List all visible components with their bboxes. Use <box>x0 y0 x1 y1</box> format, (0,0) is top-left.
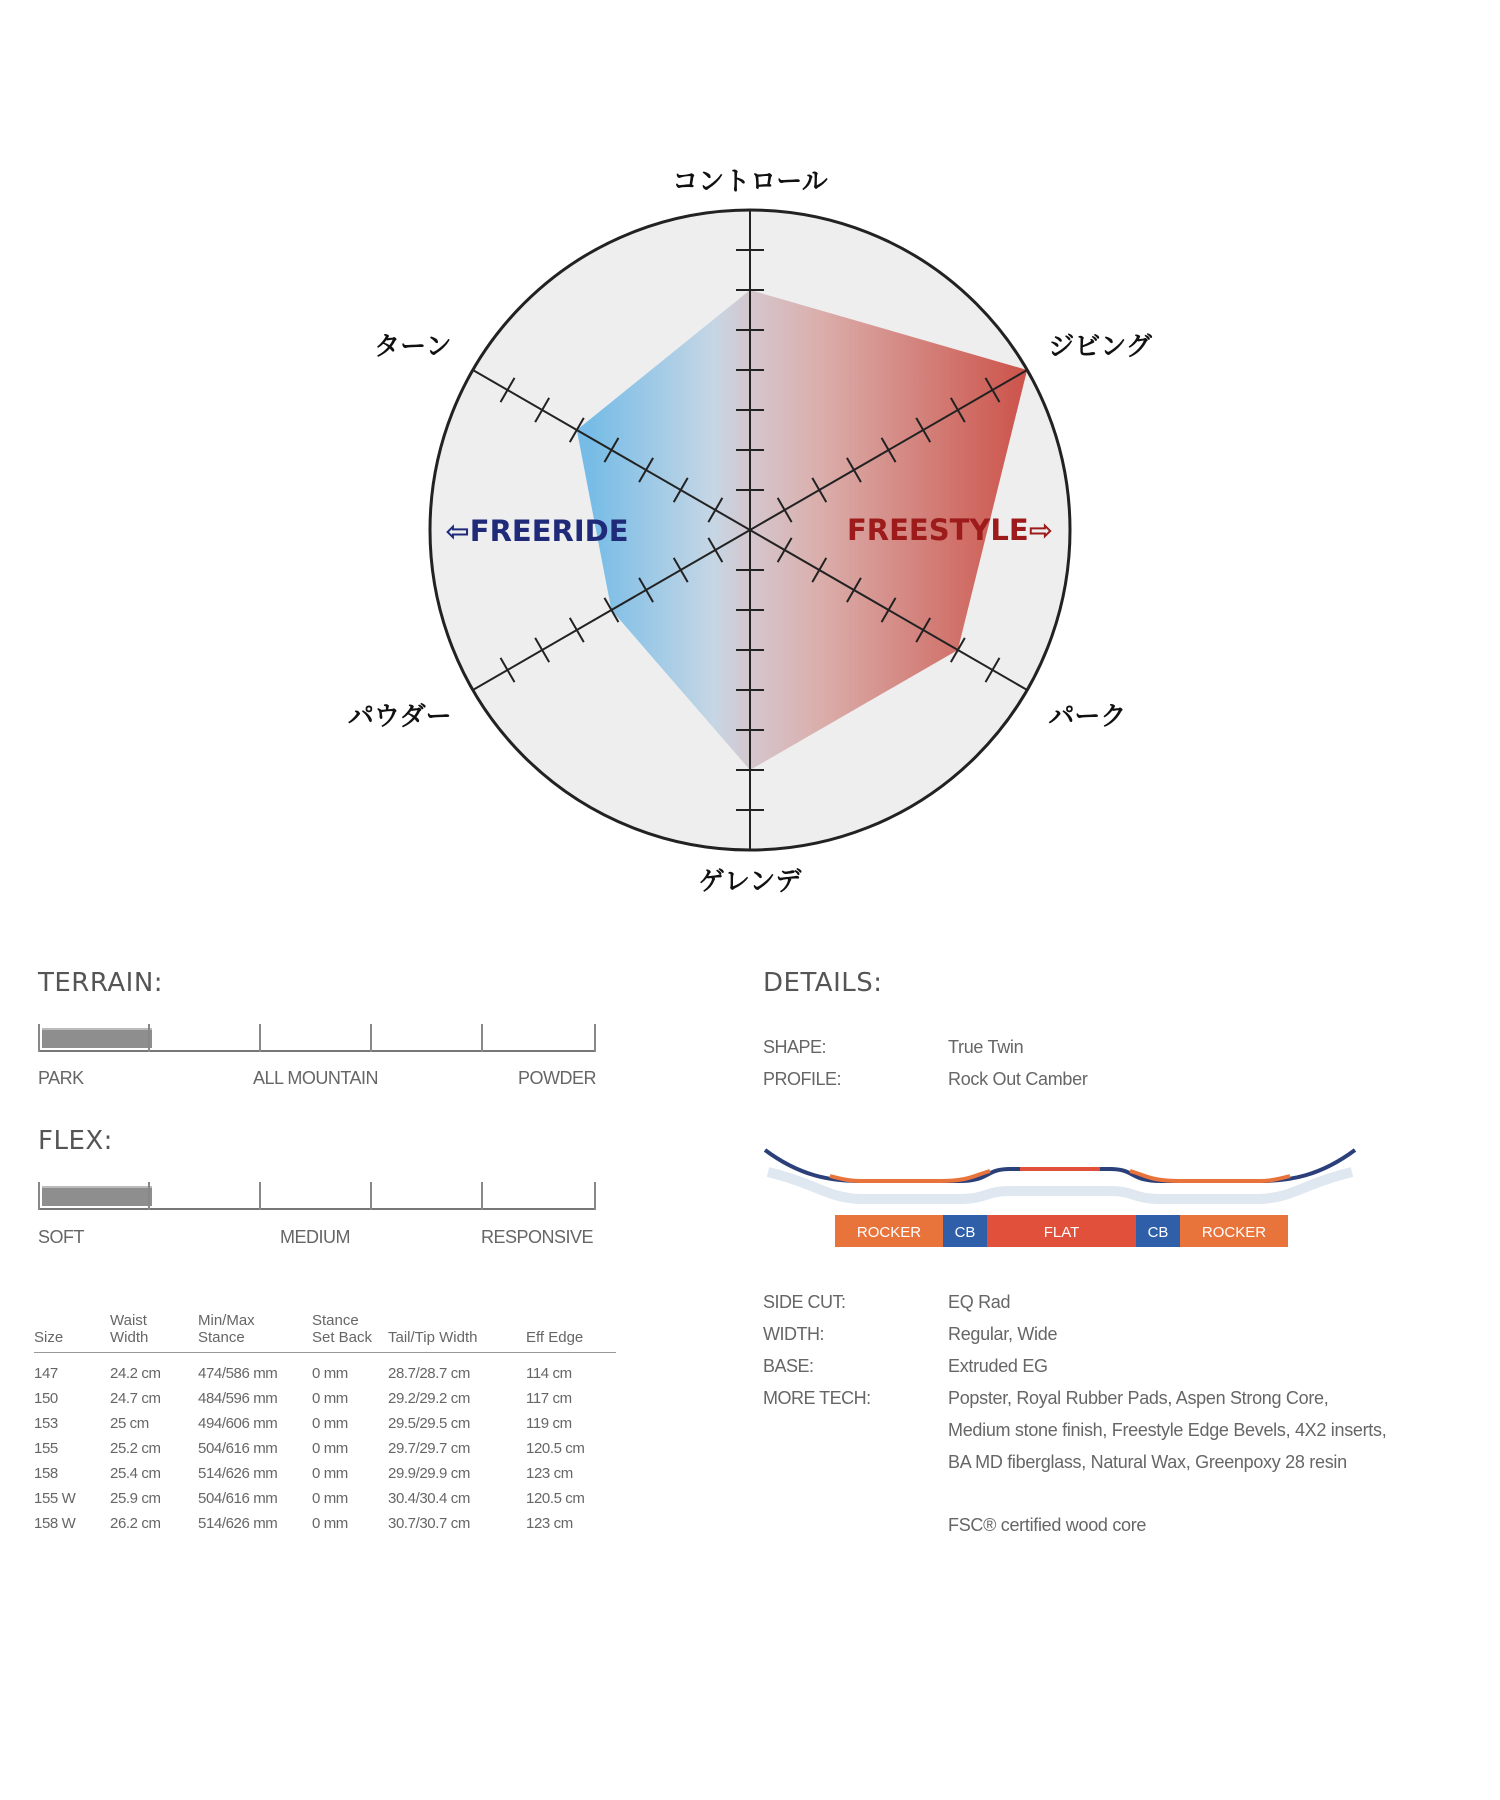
board-profile-diagram <box>760 1140 1360 1250</box>
profile-segment-label: ROCKER <box>1201 1224 1267 1241</box>
board-profile-curve-orange-right <box>1130 1171 1290 1181</box>
table-cell: 24.7 cm <box>110 1390 161 1407</box>
more-tech-line-1: Popster, Royal Rubber Pads, Aspen Strong Core, <box>948 1388 1329 1408</box>
radar-axis-label: ジビング <box>1048 332 1152 362</box>
radar-axis-label: パーク <box>1048 702 1127 732</box>
table-cell: 25.9 cm <box>110 1490 161 1507</box>
col-header-waist-width: Waist Width <box>110 1312 198 1353</box>
table-cell: 114 cm <box>526 1365 572 1382</box>
board-profile-curve-shadow <box>768 1172 1352 1199</box>
flex-label-soft: SOFT <box>38 1227 84 1247</box>
fsc-note: FSC® certified wood core <box>948 1515 1147 1535</box>
table-cell: 0 mm <box>312 1390 348 1407</box>
table-cell: 0 mm <box>312 1415 348 1432</box>
details-title: DETAILS: <box>763 968 883 998</box>
table-cell: 29.2/29.2 cm <box>388 1390 470 1407</box>
profile-value: Rock Out Camber <box>948 1069 1088 1089</box>
col-header-size: Size <box>34 1312 110 1353</box>
table-cell: 29.5/29.5 cm <box>388 1415 470 1432</box>
radar-axis-label: コントロール <box>672 167 828 197</box>
table-cell: 153 <box>34 1415 58 1432</box>
table-cell: 123 cm <box>526 1515 573 1532</box>
table-cell: 514/626 mm <box>198 1515 278 1532</box>
flex-label-responsive: RESPONSIVE <box>481 1227 594 1247</box>
table-cell: 29.7/29.7 cm <box>388 1440 470 1457</box>
base-value: Extruded EG <box>948 1356 1048 1376</box>
table-cell: 158 <box>34 1465 58 1482</box>
col-header-stance: Min/Max Stance <box>198 1312 312 1353</box>
table-header-row <box>34 1312 616 1353</box>
board-profile-curve-orange <box>830 1171 990 1181</box>
table-cell: 0 mm <box>312 1365 348 1382</box>
table-row <box>34 1411 616 1436</box>
table-cell: 30.7/30.7 cm <box>388 1515 470 1532</box>
table-cell: 484/596 mm <box>198 1390 278 1407</box>
width-value: Regular, Wide <box>948 1324 1058 1344</box>
table-cell: 0 mm <box>312 1490 348 1507</box>
table-cell: 120.5 cm <box>526 1440 585 1457</box>
col-header-tail-tip: Tail/Tip Width <box>388 1312 526 1353</box>
table-cell: 24.2 cm <box>110 1365 161 1382</box>
table-row <box>34 1461 616 1486</box>
table-cell: 474/586 mm <box>198 1365 278 1382</box>
width-key: WIDTH: <box>763 1324 824 1344</box>
profile-segment-label: CB <box>954 1224 976 1241</box>
more-tech-key: MORE TECH: <box>763 1388 871 1408</box>
legend-freeride: ⇦FREERIDE <box>445 514 629 548</box>
flex-scale <box>38 1182 596 1210</box>
terrain-scale <box>38 1024 596 1052</box>
table-cell: 119 cm <box>526 1415 572 1432</box>
sidecut-value: EQ Rad <box>948 1292 1011 1312</box>
profile-segment-label: ROCKER <box>856 1224 922 1241</box>
col-header-eff-edge: Eff Edge <box>526 1312 616 1353</box>
table-cell: 504/616 mm <box>198 1490 278 1507</box>
table-cell: 123 cm <box>526 1465 573 1482</box>
col-header-set-back: Stance Set Back <box>312 1312 388 1353</box>
table-cell: 28.7/28.7 cm <box>388 1365 470 1382</box>
shape-value: True Twin <box>948 1037 1024 1057</box>
more-tech-line-3: BA MD fiberglass, Natural Wax, Greenpoxy 28 resin <box>948 1452 1347 1472</box>
size-spec-table <box>34 1312 616 1536</box>
table-cell: 494/606 mm <box>198 1415 278 1432</box>
sidecut-key: SIDE CUT: <box>763 1292 846 1312</box>
terrain-title: TERRAIN: <box>38 968 164 998</box>
table-cell: 29.9/29.9 cm <box>388 1465 470 1482</box>
table-cell: 25.4 cm <box>110 1465 161 1482</box>
table-row <box>34 1486 616 1511</box>
table-cell: 120.5 cm <box>526 1490 585 1507</box>
table-cell: 158 W <box>34 1515 76 1532</box>
flex-title: FLEX: <box>38 1126 113 1156</box>
profile-segment-bar <box>835 1215 1288 1247</box>
table-row <box>34 1386 616 1411</box>
table-cell: 0 mm <box>312 1440 348 1457</box>
base-key: BASE: <box>763 1356 814 1376</box>
terrain-level-fill <box>42 1028 152 1048</box>
table-row <box>34 1436 616 1461</box>
table-cell: 30.4/30.4 cm <box>388 1490 470 1507</box>
table-cell: 514/626 mm <box>198 1465 278 1482</box>
table-cell: 155 <box>34 1440 58 1457</box>
table-cell: 117 cm <box>526 1390 572 1407</box>
table-cell: 25.2 cm <box>110 1440 161 1457</box>
table-row <box>34 1353 616 1387</box>
radar-axis-label: パウダー <box>347 702 452 732</box>
legend-freestyle: FREESTYLE⇨ <box>846 513 1054 547</box>
table-cell: 0 mm <box>312 1515 348 1532</box>
profile-segment-label: CB <box>1147 1224 1169 1241</box>
radar-axis-label: ゲレンデ <box>698 867 802 897</box>
terrain-label-all-mountain: ALL MOUNTAIN <box>253 1068 379 1088</box>
radar-axis-label: ターン <box>374 332 452 362</box>
profile-segment-label: FLAT <box>1043 1224 1080 1241</box>
table-cell: 25 cm <box>110 1415 149 1432</box>
shape-key: SHAPE: <box>763 1037 827 1057</box>
table-cell: 0 mm <box>312 1465 348 1482</box>
table-cell: 155 W <box>34 1490 76 1507</box>
flex-level-fill <box>42 1186 152 1206</box>
more-tech-line-2: Medium stone finish, Freestyle Edge Bevels, 4X2 inserts, <box>948 1420 1387 1440</box>
profile-key: PROFILE: <box>763 1069 842 1089</box>
table-cell: 147 <box>34 1365 58 1382</box>
board-profile-curve-blue <box>765 1150 1355 1181</box>
table-cell: 504/616 mm <box>198 1440 278 1457</box>
table-cell: 150 <box>34 1390 58 1407</box>
terrain-label-park: PARK <box>38 1068 84 1088</box>
table-row <box>34 1511 616 1536</box>
flex-label-medium: MEDIUM <box>280 1227 350 1247</box>
table-cell: 26.2 cm <box>110 1515 161 1532</box>
terrain-label-powder: POWDER <box>518 1068 596 1088</box>
